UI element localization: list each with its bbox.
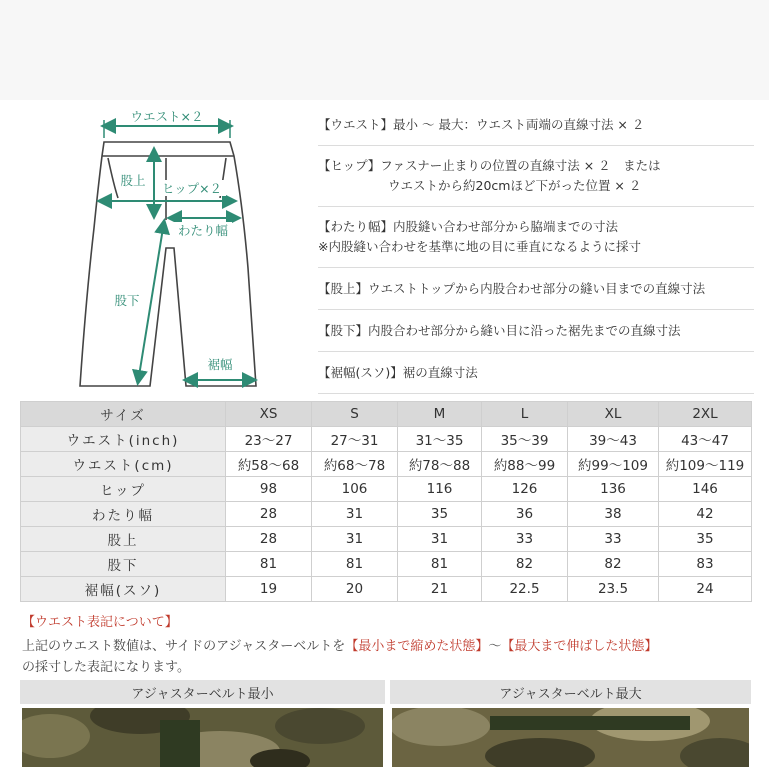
table-cell: 126 bbox=[482, 477, 568, 502]
definition-text-line2: ※内股縫い合わせを基準に地の目に垂直になるように採寸 bbox=[318, 239, 641, 254]
table-cell: 約68～78 bbox=[312, 452, 398, 477]
table-cell: 19 bbox=[226, 577, 312, 602]
pants-diagram bbox=[78, 98, 268, 398]
table-cell: 35～39 bbox=[482, 427, 568, 452]
table-cell: 43～47 bbox=[659, 427, 752, 452]
adjuster-min-photo bbox=[20, 706, 385, 769]
top-background bbox=[0, 0, 769, 100]
note-highlight-max: 【最大まで伸ばした状態】 bbox=[501, 639, 658, 654]
table-row bbox=[21, 527, 752, 552]
table-cell: 98 bbox=[226, 477, 312, 502]
table-cell: 21 bbox=[398, 577, 482, 602]
definition-text: 内股合わせ部分から縫い目に沿った裾先までの直線寸法 bbox=[368, 322, 681, 338]
row-label: わたり幅 bbox=[21, 502, 226, 527]
note-title: 【ウエスト表記について】 bbox=[22, 615, 178, 630]
table-cell: 42 bbox=[659, 502, 752, 527]
table-cell: 35 bbox=[398, 502, 482, 527]
label-rise: 股上 bbox=[120, 173, 146, 188]
photo-label-min: アジャスターベルト最小 bbox=[20, 680, 385, 704]
table-cell: 24 bbox=[659, 577, 752, 602]
definition-key: 【わたり幅】 bbox=[318, 219, 394, 234]
size-header: 2XL bbox=[659, 402, 752, 427]
definition-text: ファスナー止まりの位置の直線寸法 × ２ または bbox=[380, 158, 661, 173]
table-row bbox=[21, 452, 752, 477]
row-label: ウエスト(cm) bbox=[21, 452, 226, 477]
label-inseam: 股下 bbox=[114, 293, 140, 308]
table-cell: 31 bbox=[312, 527, 398, 552]
table-cell: 116 bbox=[398, 477, 482, 502]
table-cell: 35 bbox=[659, 527, 752, 552]
table-cell: 36 bbox=[482, 502, 568, 527]
size-header: M bbox=[398, 402, 482, 427]
table-cell: 81 bbox=[398, 552, 482, 577]
size-header: XL bbox=[568, 402, 659, 427]
table-header-row bbox=[21, 402, 752, 427]
definition-text-line2: ウエストから約20cmほど下がった位置 × ２ bbox=[388, 178, 642, 193]
table-row bbox=[21, 577, 752, 602]
table-row bbox=[21, 477, 752, 502]
label-hem: 裾幅 bbox=[207, 357, 233, 372]
table-cell: 20 bbox=[312, 577, 398, 602]
size-header: XS bbox=[226, 402, 312, 427]
table-cell: 81 bbox=[226, 552, 312, 577]
note-text: の採寸した表記になります。 bbox=[22, 660, 190, 675]
table-corner-cell: サイズ bbox=[21, 402, 226, 427]
table-cell: 23～27 bbox=[226, 427, 312, 452]
note-text: 上記のウエスト数値は、サイドのアジャスターベルトを bbox=[22, 639, 346, 654]
table-cell: 136 bbox=[568, 477, 659, 502]
size-header: S bbox=[312, 402, 398, 427]
table-cell: 83 bbox=[659, 552, 752, 577]
note-body bbox=[22, 636, 752, 678]
definition-text: 裾の直線寸法 bbox=[402, 364, 478, 380]
row-label: 裾幅(スソ) bbox=[21, 577, 226, 602]
measurement-definitions bbox=[318, 104, 754, 394]
definition-text: 最小 ～ 最大：ウエスト両端の直線寸法 × ２ bbox=[393, 116, 645, 132]
note-highlight-min: 【最小まで縮めた状態】 bbox=[345, 639, 489, 654]
label-thigh: わたり幅 bbox=[177, 223, 229, 238]
table-cell: 27～31 bbox=[312, 427, 398, 452]
definition-key: 【裾幅(スソ)】 bbox=[318, 364, 403, 380]
label-hip: ヒップ×２ bbox=[161, 181, 223, 196]
table-cell: 28 bbox=[226, 527, 312, 552]
definition-inseam bbox=[318, 310, 754, 352]
definition-thigh bbox=[318, 207, 754, 268]
pants-outline bbox=[80, 142, 256, 386]
definition-hem bbox=[318, 352, 754, 394]
table-row bbox=[21, 502, 752, 527]
definition-text: ウエストトップから内股合わせ部分の縫い目までの直線寸法 bbox=[368, 280, 706, 296]
table-cell: 約99～109 bbox=[568, 452, 659, 477]
row-label: 股上 bbox=[21, 527, 226, 552]
table-cell: 33 bbox=[568, 527, 659, 552]
table-cell: 31 bbox=[398, 527, 482, 552]
table-cell: 82 bbox=[482, 552, 568, 577]
size-header: L bbox=[482, 402, 568, 427]
table-cell: 22.5 bbox=[482, 577, 568, 602]
definition-waist bbox=[318, 104, 754, 146]
table-row bbox=[21, 552, 752, 577]
table-cell: 23.5 bbox=[568, 577, 659, 602]
table-cell: 28 bbox=[226, 502, 312, 527]
row-label: ヒップ bbox=[21, 477, 226, 502]
label-waist: ウエスト×２ bbox=[130, 109, 204, 124]
note-text: ～ bbox=[488, 639, 502, 654]
table-cell: 約78～88 bbox=[398, 452, 482, 477]
table-cell: 31～35 bbox=[398, 427, 482, 452]
table-cell: 39～43 bbox=[568, 427, 659, 452]
table-cell: 82 bbox=[568, 552, 659, 577]
table-cell: 約58～68 bbox=[226, 452, 312, 477]
table-cell: 106 bbox=[312, 477, 398, 502]
table-cell: 146 bbox=[659, 477, 752, 502]
table-cell: 81 bbox=[312, 552, 398, 577]
table-cell: 約88～99 bbox=[482, 452, 568, 477]
table-cell: 約109～119 bbox=[659, 452, 752, 477]
row-label: ウエスト(inch) bbox=[21, 427, 226, 452]
table-cell: 31 bbox=[312, 502, 398, 527]
definition-rise bbox=[318, 268, 754, 310]
definition-text: 内股縫い合わせ部分から脇端までの寸法 bbox=[393, 219, 619, 234]
table-row bbox=[21, 427, 752, 452]
row-label: 股下 bbox=[21, 552, 226, 577]
definition-key: 【股下】 bbox=[318, 322, 369, 338]
size-table bbox=[20, 401, 752, 602]
definition-key: 【ヒップ】 bbox=[318, 158, 381, 173]
photo-label-max: アジャスターベルト最大 bbox=[390, 680, 751, 704]
adjuster-max-photo bbox=[390, 706, 751, 769]
table-cell: 38 bbox=[568, 502, 659, 527]
definition-key: 【ウエスト】 bbox=[318, 116, 394, 132]
table-cell: 33 bbox=[482, 527, 568, 552]
definition-key: 【股上】 bbox=[318, 280, 369, 296]
definition-hip bbox=[318, 146, 754, 207]
